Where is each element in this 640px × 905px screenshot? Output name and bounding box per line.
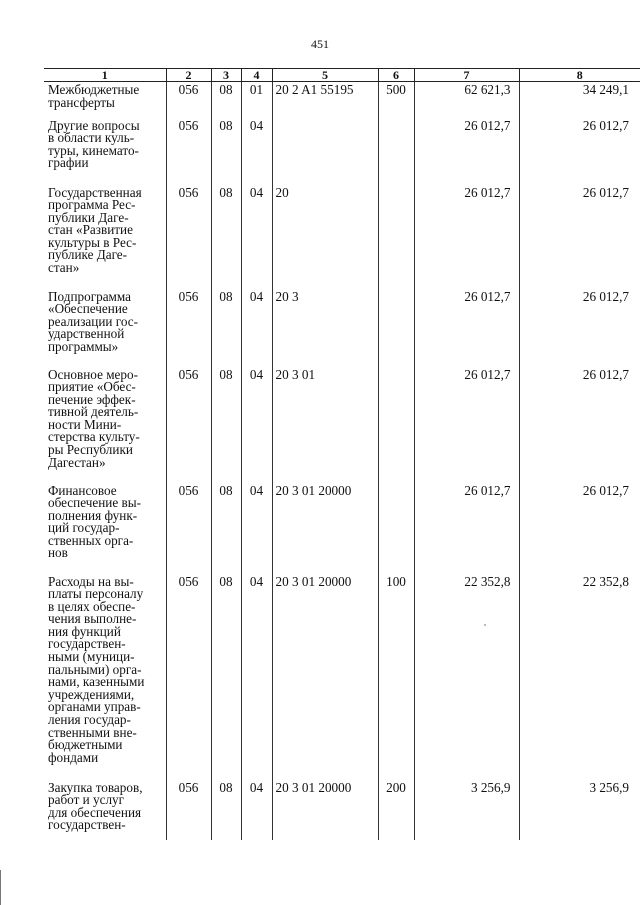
row-name-line: Основное меро- [48, 366, 138, 382]
row-name-cell [44, 574, 166, 780]
section-code-cell: 08 [211, 118, 241, 185]
row-name-line: Расходы на вы- [48, 573, 134, 589]
header-col-2: 2 [166, 69, 211, 82]
row-name-line: учреждениями, [48, 686, 135, 702]
row-name-line: полнения функ- [48, 507, 138, 523]
expense-type-cell [378, 118, 414, 185]
expense-type-cell: 200 [378, 780, 414, 840]
section-code-cell: 08 [211, 780, 241, 840]
row-name-line: программа Рес- [48, 197, 136, 213]
target-article-cell [272, 118, 378, 185]
row-name-line: Закупка товаров, [48, 779, 143, 795]
subsection-code-cell: 04 [241, 185, 272, 289]
row-name-line: чения выполне- [48, 611, 137, 627]
section-code-cell: 08 [211, 483, 241, 574]
target-article-cell: 20 3 [272, 289, 378, 367]
admin-code-cell: 056 [166, 574, 211, 780]
row-name-line: Дагестан» [48, 454, 106, 470]
row-name-line: графии [48, 155, 89, 171]
row-name-line: нами, казенными [48, 674, 145, 690]
expense-type-cell [378, 185, 414, 289]
expense-type-cell: 100 [378, 574, 414, 780]
scan-speck [484, 624, 486, 626]
row-name-line: ными (муници- [48, 649, 135, 665]
table-body [44, 82, 640, 840]
admin-code-cell: 056 [166, 118, 211, 185]
row-name-line: ций государ- [48, 520, 120, 536]
row-name-line: стан» [48, 260, 80, 276]
expense-type-cell [378, 289, 414, 367]
admin-code-cell: 056 [166, 185, 211, 289]
header-col-1: 1 [44, 69, 166, 82]
page-number: 451 [311, 37, 329, 51]
header-col-3: 3 [211, 69, 241, 82]
row-name-line: тивной деятель- [48, 404, 139, 420]
subsection-code-cell: 04 [241, 574, 272, 780]
section-code-cell: 08 [211, 574, 241, 780]
expense-type-cell [378, 367, 414, 483]
row-name-line: ления государ- [48, 712, 131, 728]
amount-col8-cell: 26 012,7 [519, 185, 640, 289]
row-name-cell [44, 483, 166, 574]
row-name-cell [44, 780, 166, 840]
amount-col7-cell: 26 012,7 [414, 289, 519, 367]
row-name-line: публики Даге- [48, 209, 129, 225]
row-name-line: ния функций [48, 623, 121, 639]
amount-col8-cell: 22 352,8 [519, 574, 640, 780]
budget-table [44, 68, 640, 840]
row-name-line: пальными) орга- [48, 661, 142, 677]
header-col-8: 8 [519, 69, 640, 82]
admin-code-cell: 056 [166, 367, 211, 483]
row-name-line: культуры в Рес- [48, 234, 137, 250]
section-code-cell: 08 [211, 82, 241, 118]
header-col-7: 7 [414, 69, 519, 82]
row-name-line: нов [48, 545, 68, 561]
row-name-line: государствен- [48, 817, 126, 833]
admin-code-cell: 056 [166, 483, 211, 574]
row-name-line: «Обеспечение [48, 301, 128, 317]
row-name-line: печение эффек- [48, 391, 136, 407]
row-name-line: стерства культу- [48, 429, 140, 445]
amount-col8-cell: 26 012,7 [519, 289, 640, 367]
table-row [44, 185, 640, 289]
row-name-line: бюджетными [48, 737, 123, 753]
amount-col7-cell: 22 352,8 [414, 574, 519, 780]
row-name-line: Межбюджетные [48, 82, 140, 97]
row-name-line: в целях обеспе- [48, 598, 136, 614]
row-name-line: ности Мини- [48, 416, 122, 432]
section-code-cell: 08 [211, 367, 241, 483]
subsection-code-cell: 04 [241, 367, 272, 483]
target-article-cell: 20 [272, 185, 378, 289]
target-article-cell: 20 3 01 20000 [272, 780, 378, 840]
amount-col8-cell: 3 256,9 [519, 780, 640, 840]
row-name-cell [44, 185, 166, 289]
table-row [44, 82, 640, 118]
expense-type-cell [378, 483, 414, 574]
admin-code-cell: 056 [166, 780, 211, 840]
amount-col8-cell: 26 012,7 [519, 483, 640, 574]
row-name-line: трансферты [48, 94, 115, 110]
row-name-line: туры, кинемато- [48, 142, 139, 158]
table-row [44, 574, 640, 780]
scan-edge-mark [0, 870, 1, 905]
table-header [44, 69, 640, 82]
subsection-code-cell: 04 [241, 780, 272, 840]
row-name-line: публике Даге- [48, 247, 128, 263]
admin-code-cell: 056 [166, 289, 211, 367]
row-name-line: программы» [48, 338, 119, 354]
row-name-line: в области куль- [48, 130, 135, 146]
row-name-line: ры Республики [48, 442, 133, 458]
row-name-cell [44, 82, 166, 118]
amount-col8-cell: 26 012,7 [519, 367, 640, 483]
table-row [44, 367, 640, 483]
header-col-6: 6 [378, 69, 414, 82]
subsection-code-cell: 01 [241, 82, 272, 118]
table-header-row [44, 69, 640, 82]
row-name-line: ственных орга- [48, 532, 134, 548]
row-name-line: для обеспечения [48, 804, 142, 820]
target-article-cell: 20 3 01 [272, 367, 378, 483]
amount-col7-cell: 26 012,7 [414, 367, 519, 483]
amount-col7-cell: 62 621,3 [414, 82, 519, 118]
target-article-cell: 20 2 A1 55195 [272, 82, 378, 118]
amount-col7-cell: 26 012,7 [414, 483, 519, 574]
table-row [44, 483, 640, 574]
amount-col7-cell: 26 012,7 [414, 118, 519, 185]
target-article-cell: 20 3 01 20000 [272, 574, 378, 780]
row-name-line: органами управ- [48, 699, 141, 715]
header-col-5: 5 [272, 69, 378, 82]
row-name-line: стан «Развитие [48, 222, 133, 238]
row-name-line: государствен- [48, 636, 126, 652]
row-name-line: ударственной [48, 326, 125, 342]
admin-code-cell: 056 [166, 82, 211, 118]
row-name-line: приятие «Обес- [48, 379, 136, 395]
row-name-line: Другие вопросы [48, 117, 140, 133]
amount-col8-cell: 34 249,1 [519, 82, 640, 118]
row-name-cell [44, 367, 166, 483]
amount-col8-cell: 26 012,7 [519, 118, 640, 185]
row-name-line: реализации гос- [48, 313, 138, 329]
amount-col7-cell: 3 256,9 [414, 780, 519, 840]
table-row [44, 289, 640, 367]
amount-col7-cell: 26 012,7 [414, 185, 519, 289]
subsection-code-cell: 04 [241, 118, 272, 185]
table-row [44, 780, 640, 840]
row-name-line: фондами [48, 749, 99, 765]
row-name-line: платы персоналу [48, 586, 144, 602]
row-name-line: обеспечение вы- [48, 495, 141, 511]
row-name-cell [44, 118, 166, 185]
row-name-line: Подпрограмма [48, 288, 132, 304]
subsection-code-cell: 04 [241, 483, 272, 574]
row-name-line: работ и услуг [48, 792, 125, 808]
section-code-cell: 08 [211, 185, 241, 289]
subsection-code-cell: 04 [241, 289, 272, 367]
expense-type-cell: 500 [378, 82, 414, 118]
row-name-line: ственными вне- [48, 724, 137, 740]
target-article-cell: 20 3 01 20000 [272, 483, 378, 574]
table-row [44, 118, 640, 185]
header-col-4: 4 [241, 69, 272, 82]
row-name-line: Финансовое [48, 482, 117, 498]
row-name-cell [44, 289, 166, 367]
row-name-line: Государственная [48, 184, 142, 200]
section-code-cell: 08 [211, 289, 241, 367]
